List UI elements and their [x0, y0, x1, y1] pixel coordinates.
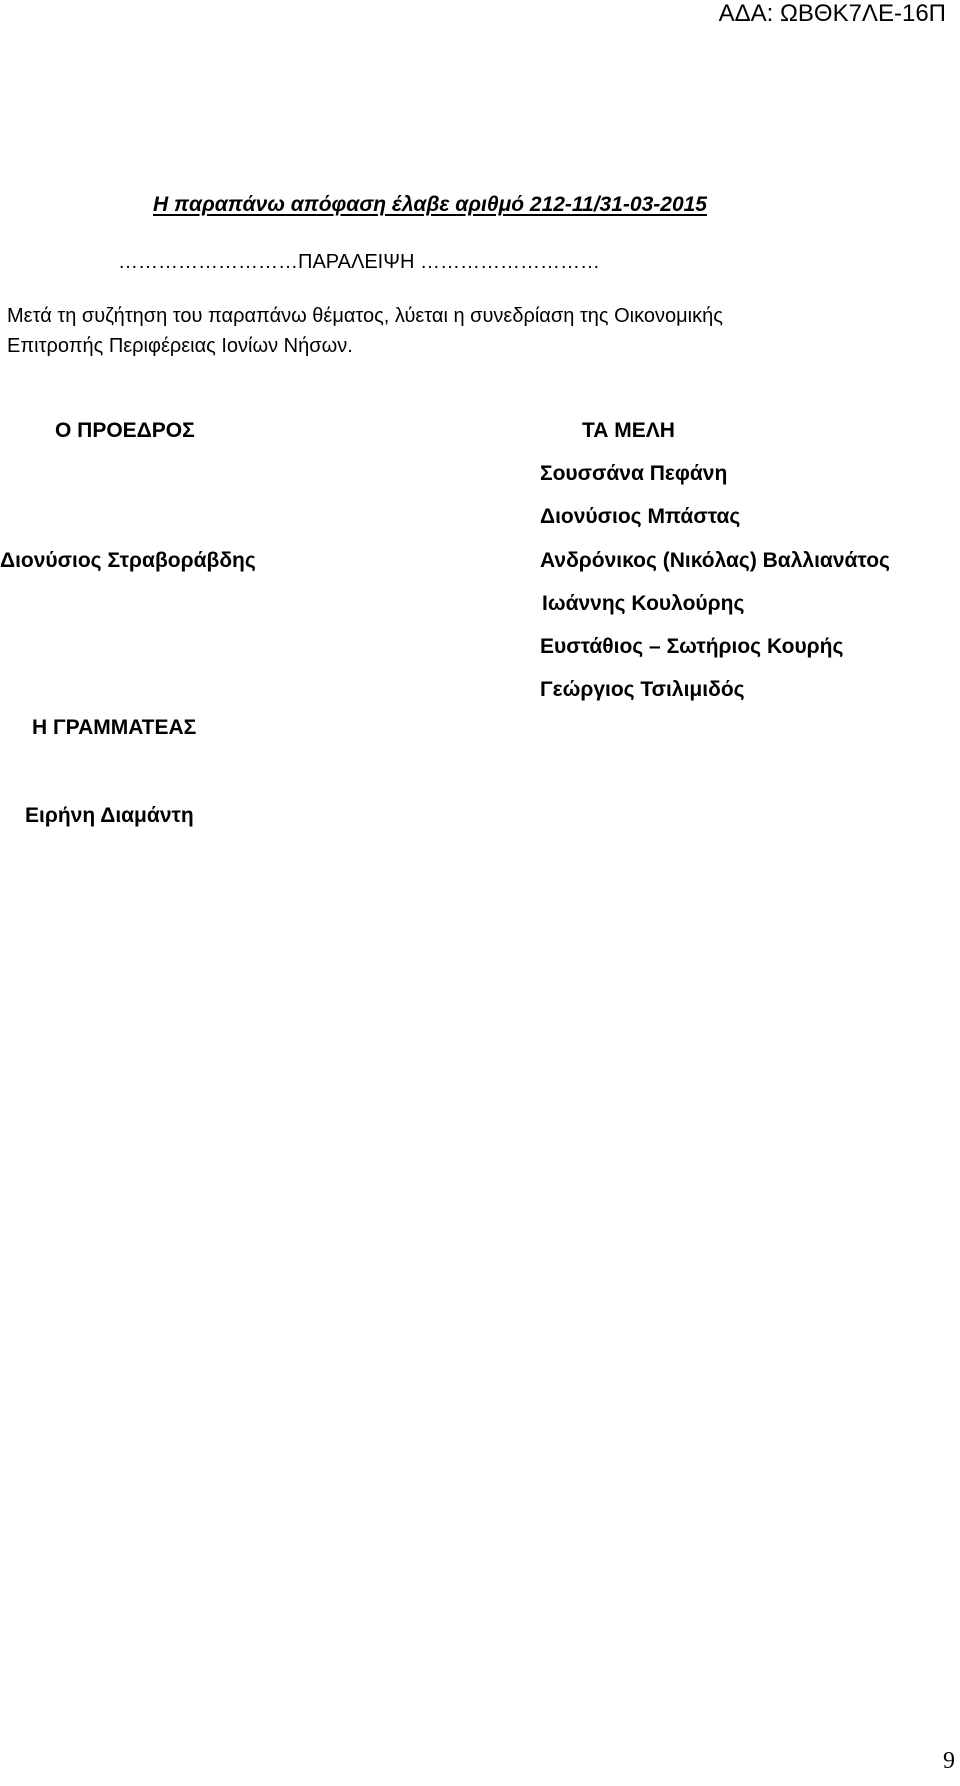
member-name: Ανδρόνικος (Νικόλας) Βαλλιανάτος	[540, 549, 890, 572]
secretary-name: Ειρήνη Διαμάντη	[25, 804, 194, 827]
member-name: Διονύσιος Μπάστας	[540, 505, 741, 528]
president-title: Ο ΠΡΟΕΔΡΟΣ	[55, 419, 195, 442]
ada-code: ΑΔΑ: ΩΒΘΚ7ΛΕ-16Π	[718, 0, 946, 27]
omission-marker: ………………………ΠΑΡΑΛΕΙΨΗ ………………………	[118, 251, 600, 273]
member-name: Σουσσάνα Πεφάνη	[540, 462, 728, 485]
member-name: Ιωάννης Κουλούρης	[542, 592, 745, 615]
president-name: Διονύσιος Στραβοράβδης	[0, 549, 256, 572]
closing-paragraph	[7, 301, 947, 361]
secretary-title: Η ΓΡΑΜΜΑΤΕΑΣ	[32, 716, 197, 739]
closing-paragraph-line-1: Μετά τη συζήτηση του παραπάνω θέματος, λύεται η συνεδρίαση της Οικονομικής	[7, 305, 723, 327]
page-number: 9	[943, 1748, 955, 1774]
decision-number-line: Η παραπάνω απόφαση έλαβε αριθμό 212-11/31-03-2015	[153, 193, 707, 216]
closing-paragraph-line-2: Επιτροπής Περιφέρειας Ιονίων Νήσων.	[7, 335, 353, 357]
member-name: Γεώργιος Τσιλιμιδός	[540, 678, 745, 701]
member-name: Ευστάθιος – Σωτήριος Κουρής	[540, 635, 844, 658]
members-title: ΤΑ ΜΕΛΗ	[582, 419, 675, 442]
